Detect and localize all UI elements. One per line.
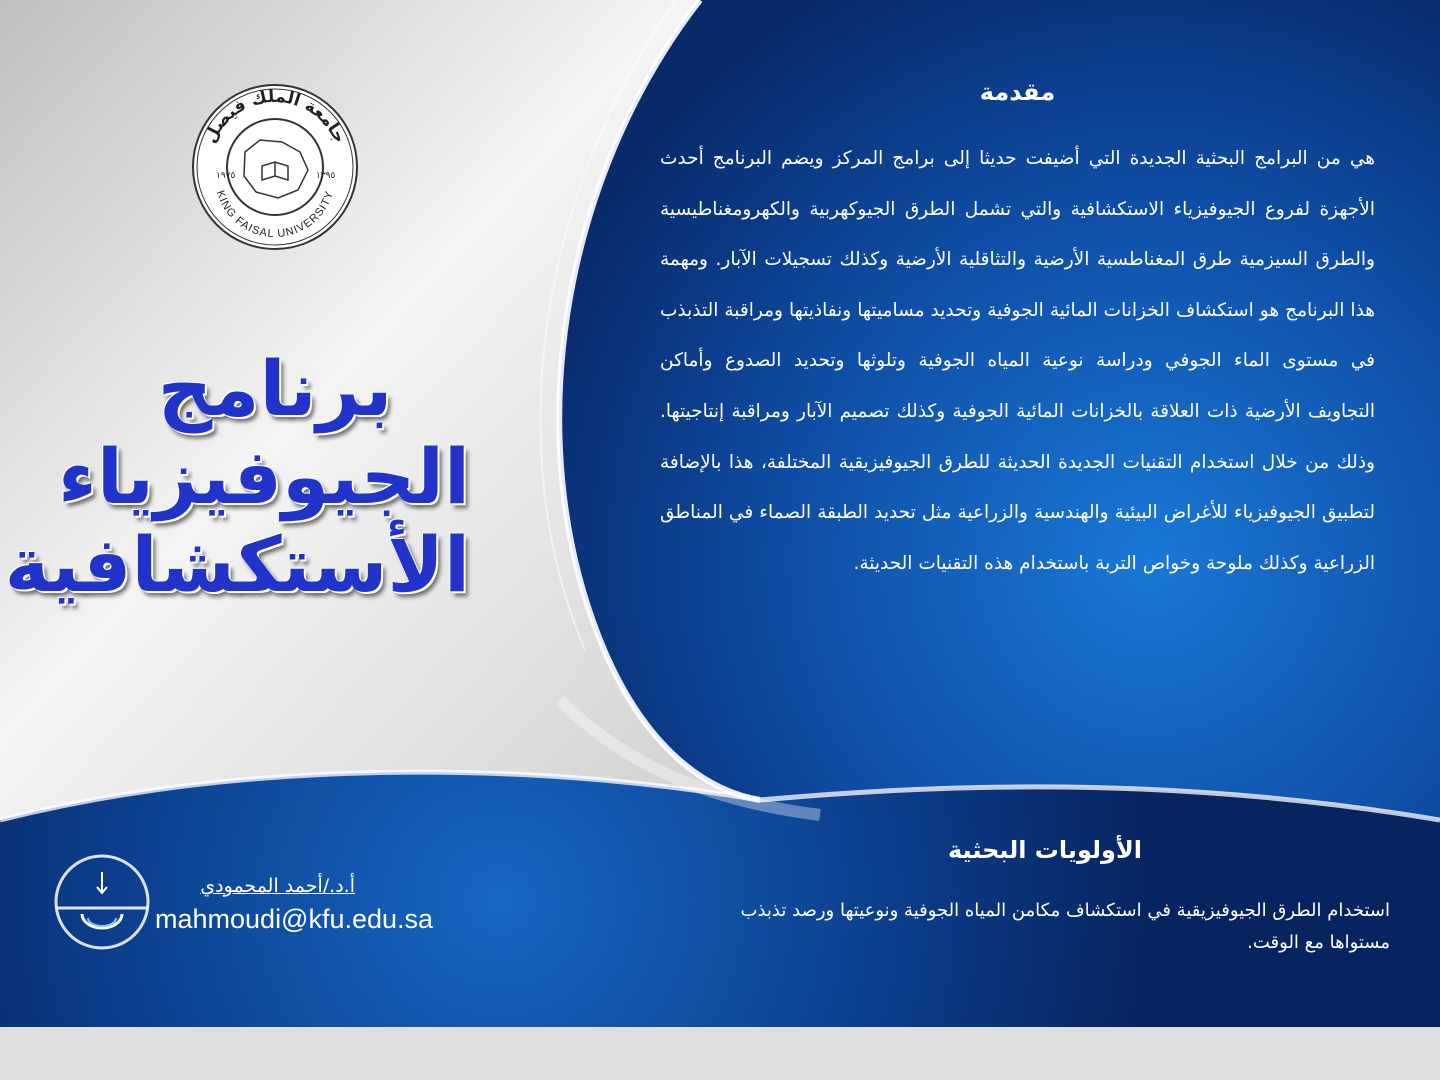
priorities-heading: الأولويات البحثية: [947, 836, 1143, 864]
title-line-3: الأستكشافية: [4, 520, 470, 609]
seal-english-text: KING FAISAL UNIVERSITY: [213, 189, 337, 241]
program-title: [4, 344, 470, 609]
title-line-1: برنامج: [157, 344, 393, 433]
priorities-paragraph: استخدام الطرق الجيوفيزيقية في استكشاف مكامن المياه الجوفية ونوعيتها ورصد تذبذب مستواها مع الوقت.: [740, 900, 1390, 953]
seal-year-right: ١٣٩٥: [316, 171, 336, 181]
well-logo-icon: [52, 852, 152, 952]
intro-heading: مقدمة: [979, 78, 1056, 106]
seal-arabic-text: جامعة الملك فيصل: [200, 86, 350, 147]
seal-year-left: ١٩٧٥: [216, 171, 236, 181]
intro-paragraph: هي من البرامج البحثية الجديدة التي أضيفت حديثا إلى برامج المركز ويضم البرنامج أحدث الأجهزة لفروع الجيوفيزياء الاستكشافية والتي تشمل الطرق الجيوكهربية والكهرومغناطيسية والطرق السيزمية طرق المغناطسية الأرضية والتثاقلية الأرضية وكذلك تسجيلات الآبار. ومهمة هذا البرنامج هو استكشاف الخزانات المائية الجوفية وتحديد مساميتها ونفاذيتها ومراقبة التذبذب في مستوى الماء الجوفي ودراسة نوعية المياه الجوفية وتلوثها وتحديد الصدوع وأماكن التجاويف الأرضية ذات العلاقة بالخزانات المائية الجوفية وكذلك تصميم الآبار ومراقبة إنتاجيتها. وذلك من خلال استخدام التقنيات الجديدة الحديثة للطرق الجيوفيزيقية المختلفة، هذا بالإضافة لتطبيق الجيوفيزياء للأغراض البيئية والهندسية والزراعية مثل تحديد الطبقة الصماء في المناطق الزراعية وكذلك ملوحة وخواص التربة باستخدام هذه التقنيات الحديثة.: [660, 148, 1375, 574]
university-seal: [190, 82, 360, 252]
title-line-2: الجيوفيزياء: [57, 432, 470, 521]
author-name: أ.د./أحمد المحمودي: [200, 875, 355, 897]
author-email[interactable]: mahmoudi@kfu.edu.sa: [155, 904, 434, 934]
